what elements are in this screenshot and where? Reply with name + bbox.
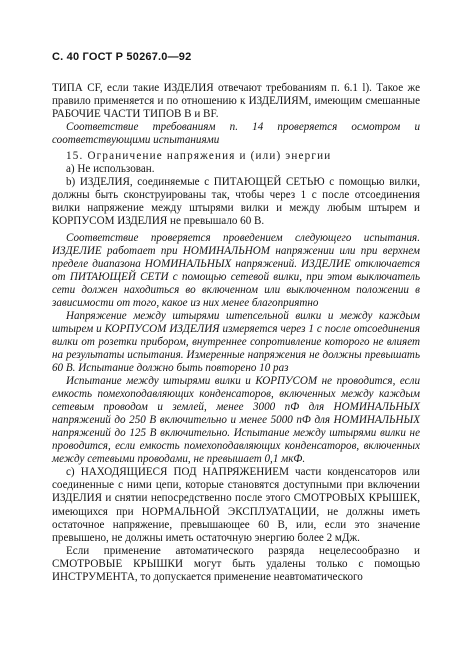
clause-a: а) Не использован. (66, 163, 155, 176)
section-heading-15: 15. Ограничение напряжения и (или) энергии (66, 150, 332, 163)
paragraph-voltage-measurement: Напряжение между штырями штепсельной вилки и между каждым штырем и КОРПУСОМ ИЗДЕЛИЯ измеряется через 1 с после отсоединения вилки от розетки прибором, внутреннее сопротивление которого не влияет на результаты испытания. Измеренные напряжения не должны превышать 60 В. Испытание должно быть повторено 10 раз (52, 309, 420, 374)
paragraph-automatic-discharge: Если применение автоматического разряда нецелесообразно и СМОТРОВЫЕ КРЫШКИ могут быть удалены только с помощью ИНСТРУМЕНТА, то допускается применение неавтоматического (52, 544, 420, 583)
paragraph-test-procedure: Соответствие проверяется проведением следующего испытания. ИЗДЕЛИЕ работает при НОМИНАЛЬНОМ напряжении или при верхнем пределе диапазона НОМИНАЛЬНЫХ напряжений. ИЗДЕЛИЕ отключается от ПИТАЮЩЕЙ СЕТИ с помощью сетевой вилки, при этом выключатель сети должен находиться во включенном или выключенном положении в зависимости от того, какое из них менее благоприятно (52, 231, 420, 309)
paragraph-continuation: ТИПА CF, если такие ИЗДЕЛИЯ отвечают требованиям п. 6.1 l). Такое же правило применяется и по отношению к ИЗДЕЛИЯМ, имеющим смешанные РАБОЧИЕ ЧАСТИ ТИПОВ В и BF. (52, 82, 420, 121)
document-body (52, 82, 420, 584)
paragraph-compliance-14: Соответствие требованиям п. 14 проверяется осмотром и соответствующими испытаниями (52, 121, 420, 147)
clause-c: с) НАХОДЯЩИЕСЯ ПОД НАПРЯЖЕНИЕМ части конденсаторов или соединенные с ними цепи, которые становятся доступными при включении ИЗДЕЛИЯ и снятии непосредственно после этого СМОТРОВЫХ КРЫШЕК, имеющихся при НОРМАЛЬНОЙ ЭКСПЛУАТАЦИИ, не должны иметь остаточное напряжение, превышающее 60 В, или, если это значение превышено, не должны иметь остаточную энергию более 2 мДж. (52, 466, 420, 544)
page-header: С. 40 ГОСТ Р 50267.0—92 (52, 51, 192, 63)
paragraph-capacitor-exception: Испытание между штырями вилки и КОРПУСОМ не проводится, если емкость помехоподавляющих конденсаторов, включенных между каждым сетевым проводом и землей, менее 3000 пФ для НОМИНАЛЬНЫХ напряжений до 250 В включительно и менее 5000 пФ для НОМИНАЛЬНЫХ напряжений до 125 В включительно. Испытание между штырями вилки не проводится, если емкость помехоподавляющих конденсаторов, включенных между сетевыми проводами, не превышает 0,1 мкФ. (52, 375, 420, 466)
clause-b: b) ИЗДЕЛИЯ, соединяемые с ПИТАЮЩЕЙ СЕТЬЮ с помощью вилки, должны быть сконструированы так, чтобы через 1 с после отсоединения вилки напряжение между штырями вилки и между любым штырем и КОРПУСОМ ИЗДЕЛИЯ не превышало 60 В. (52, 176, 420, 228)
